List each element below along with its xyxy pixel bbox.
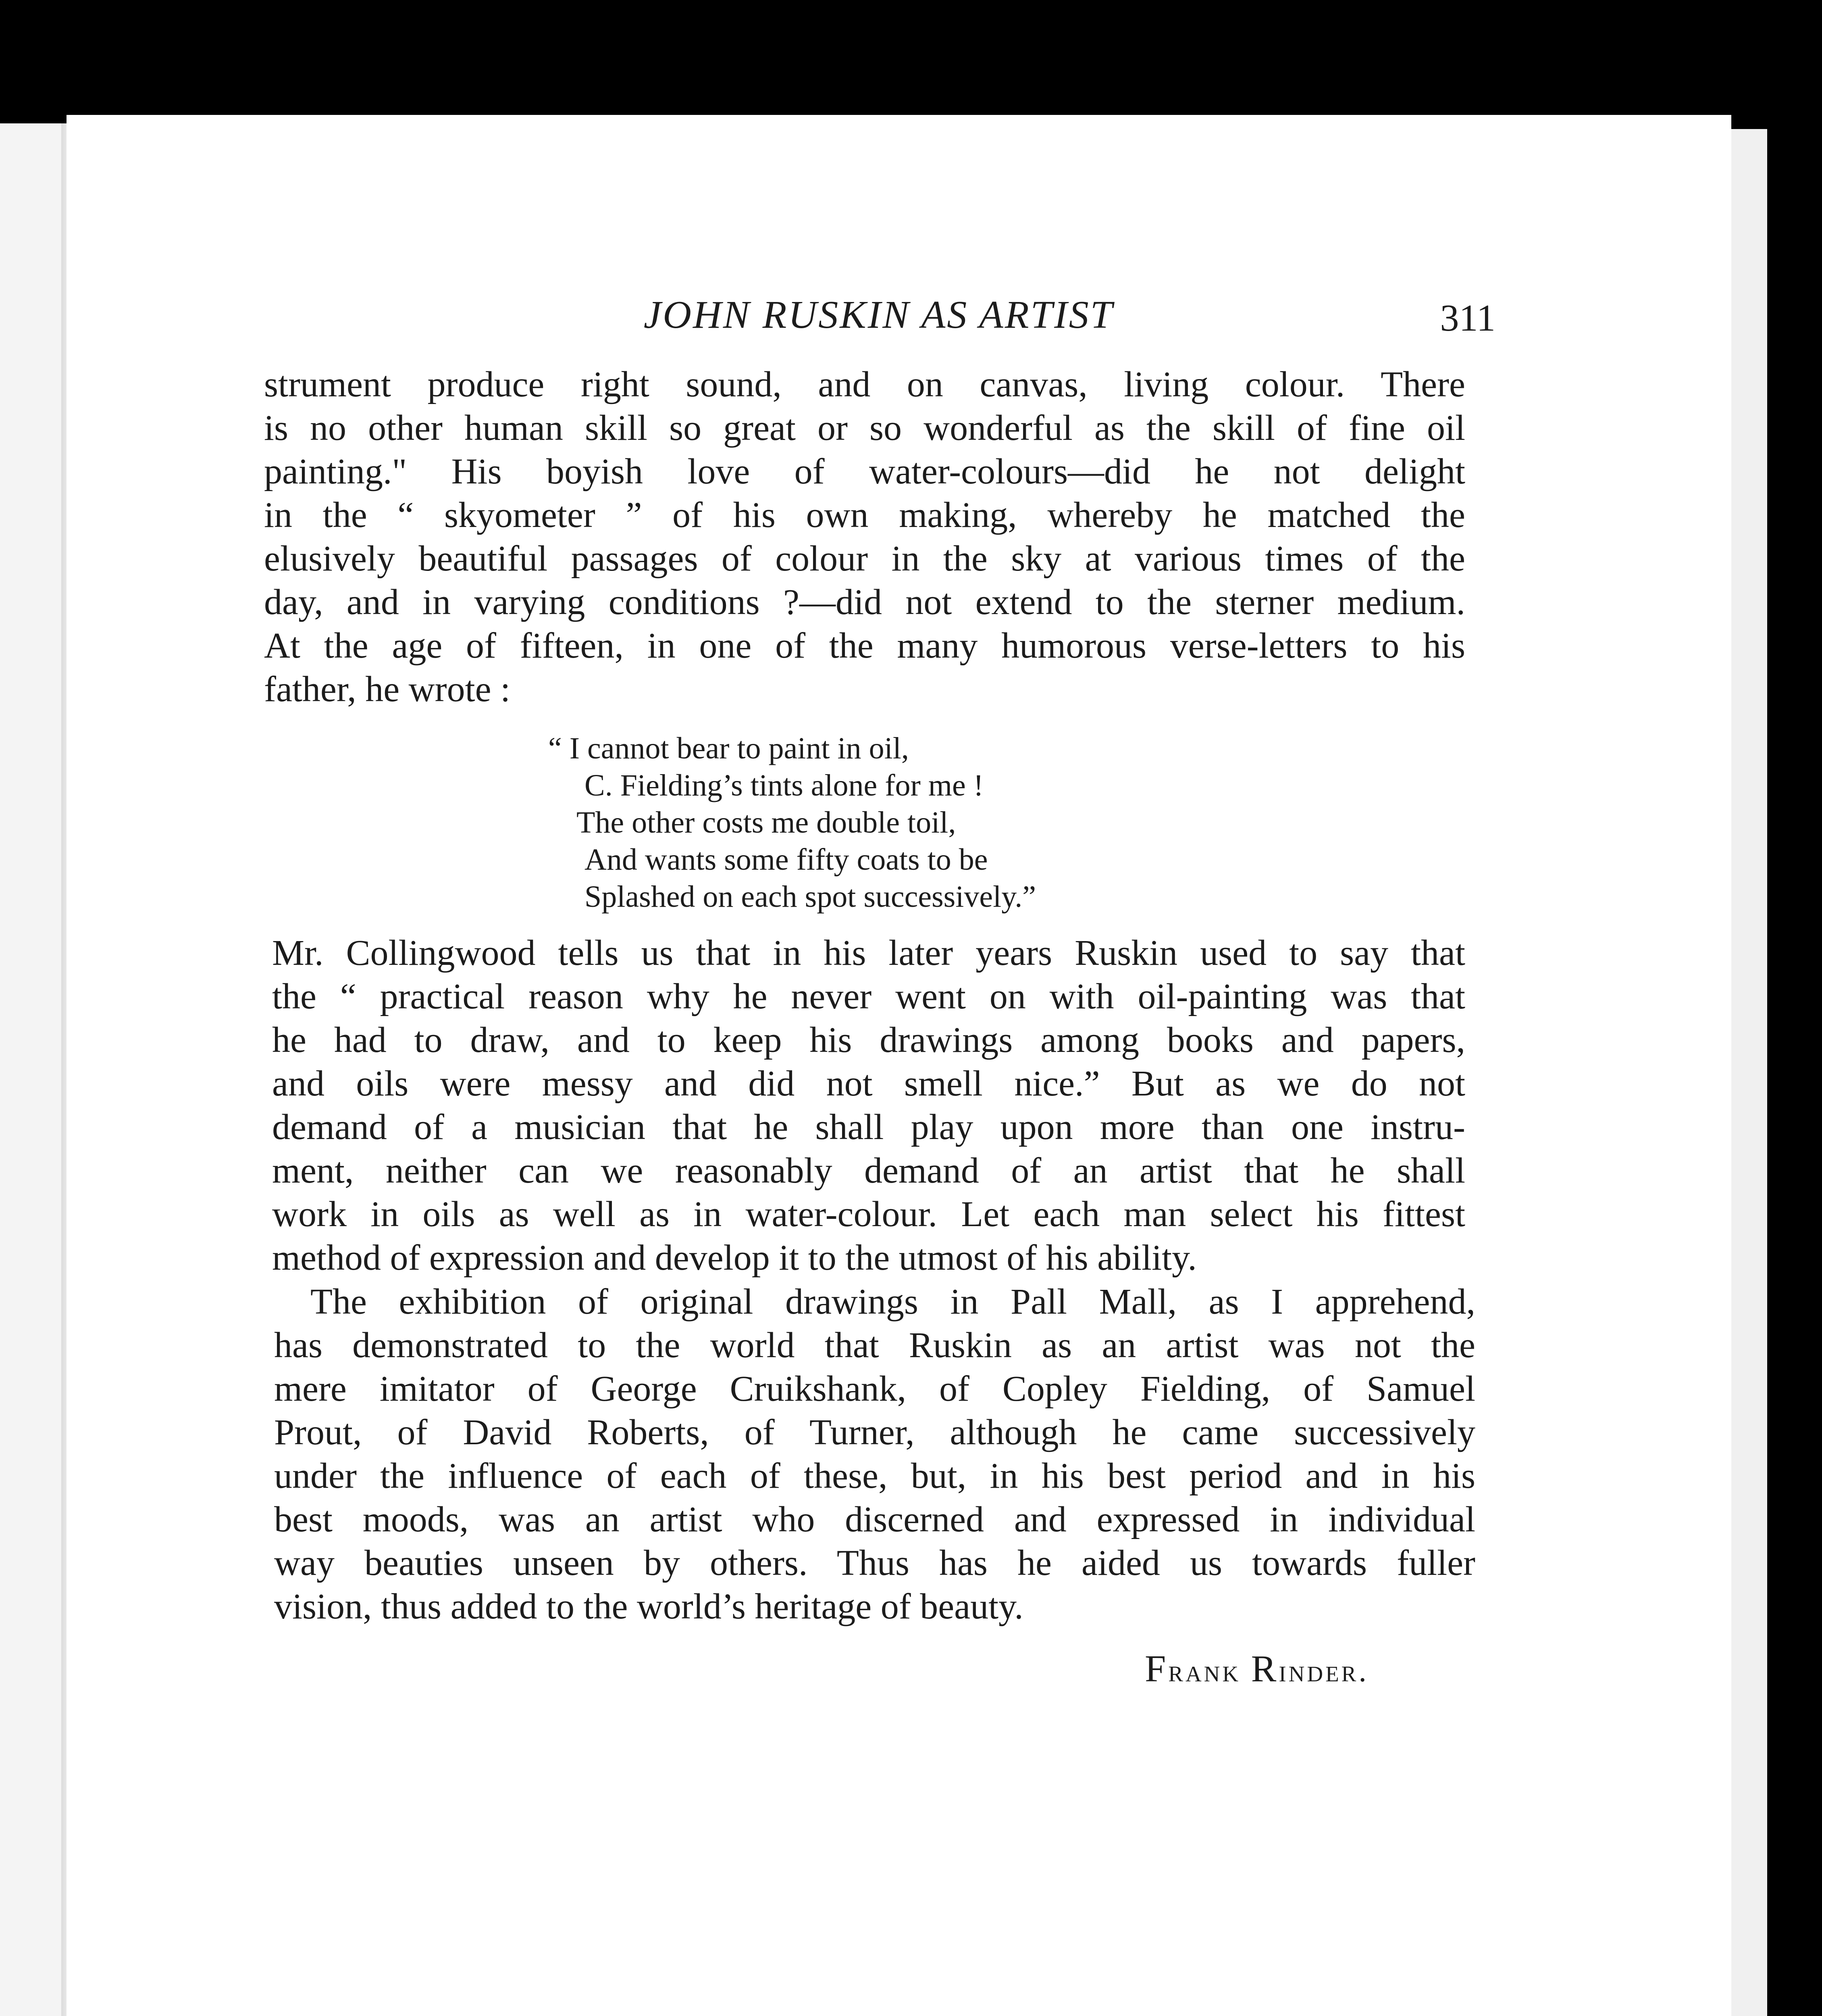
- text-line: under the influence of each of these, but, in his best period and in his: [274, 1456, 1475, 1496]
- verse-line: The other costs me double toil,: [576, 806, 956, 839]
- text-line: elusively beautiful passages of colour in the sky at various times of the: [264, 539, 1465, 579]
- text-line: way beauties unseen by others. Thus has he aided us towards fuller: [274, 1543, 1475, 1583]
- text-line: in the “ skyometer ” of his own making, whereby he matched the: [264, 495, 1465, 535]
- text-line: Mr. Collingwood tells us that in his later years Ruskin used to say that: [272, 933, 1465, 973]
- text-line: father, he wrote :: [264, 669, 511, 709]
- signature-initial: R: [1251, 1648, 1279, 1690]
- text-line: is no other human skill so great or so wonderful as the skill of fine oil: [264, 408, 1465, 448]
- signature-text: rank: [1168, 1653, 1241, 1688]
- paragraph-2: [272, 931, 1465, 1280]
- paragraph-1: [264, 363, 1465, 711]
- text-line: day, and in varying conditions ?—did not extend to the sterner medium.: [264, 582, 1465, 622]
- text-line: he had to draw, and to keep his drawings among books and papers,: [272, 1020, 1465, 1060]
- text-line: mere imitator of George Cruikshank, of Copley Fielding, of Samuel: [274, 1369, 1475, 1409]
- text-line: method of expression and develop it to the utmost of his ability.: [272, 1238, 1197, 1278]
- verse-line: “ I cannot bear to paint in oil,: [548, 731, 909, 765]
- signature-initial: F: [1145, 1648, 1169, 1690]
- text-line: At the age of fifteen, in one of the many humorous verse-letters to his: [264, 626, 1465, 666]
- text-line: the “ practical reason why he never went on with oil-painting was that: [272, 977, 1465, 1016]
- text-line: has demonstrated to the world that Ruskin as an artist was not the: [274, 1325, 1475, 1365]
- signature-text: inder.: [1279, 1653, 1369, 1688]
- text-line: demand of a musician that he shall play upon more than one instru-: [272, 1107, 1465, 1147]
- text-line: work in oils as well as in water-colour. Let each man select his fittest: [272, 1194, 1465, 1234]
- author-signature: [1145, 1647, 1369, 1691]
- verse-line: C. Fielding’s tints alone for me !: [584, 768, 984, 802]
- text-line: painting." His boyish love of water-colours—did he not delight: [264, 452, 1465, 492]
- verse-quotation: [548, 730, 1036, 915]
- text-line: ment, neither can we reasonably demand of an artist that he shall: [272, 1151, 1465, 1191]
- text-line: The exhibition of original drawings in Pall Mall, as I apprehend,: [310, 1282, 1475, 1322]
- text-line: Prout, of David Roberts, of Turner, although he came successively: [274, 1412, 1475, 1452]
- page-header: [274, 292, 1495, 353]
- running-head: JOHN RUSKIN AS ARTIST: [643, 293, 1114, 337]
- text-line: best moods, was an artist who discerned and expressed in individual: [274, 1500, 1475, 1539]
- verse-line: And wants some fifty coats to be: [584, 843, 988, 877]
- text-line: strument produce right sound, and on canvas, living colour. There: [264, 364, 1465, 404]
- text-line: and oils were messy and did not smell nice.” But as we do not: [272, 1064, 1465, 1104]
- page-number: 311: [1440, 297, 1495, 339]
- paragraph-3: [274, 1280, 1475, 1629]
- verse-line: Splashed on each spot successively.”: [584, 880, 1036, 914]
- text-line: vision, thus added to the world’s heritage of beauty.: [274, 1587, 1023, 1627]
